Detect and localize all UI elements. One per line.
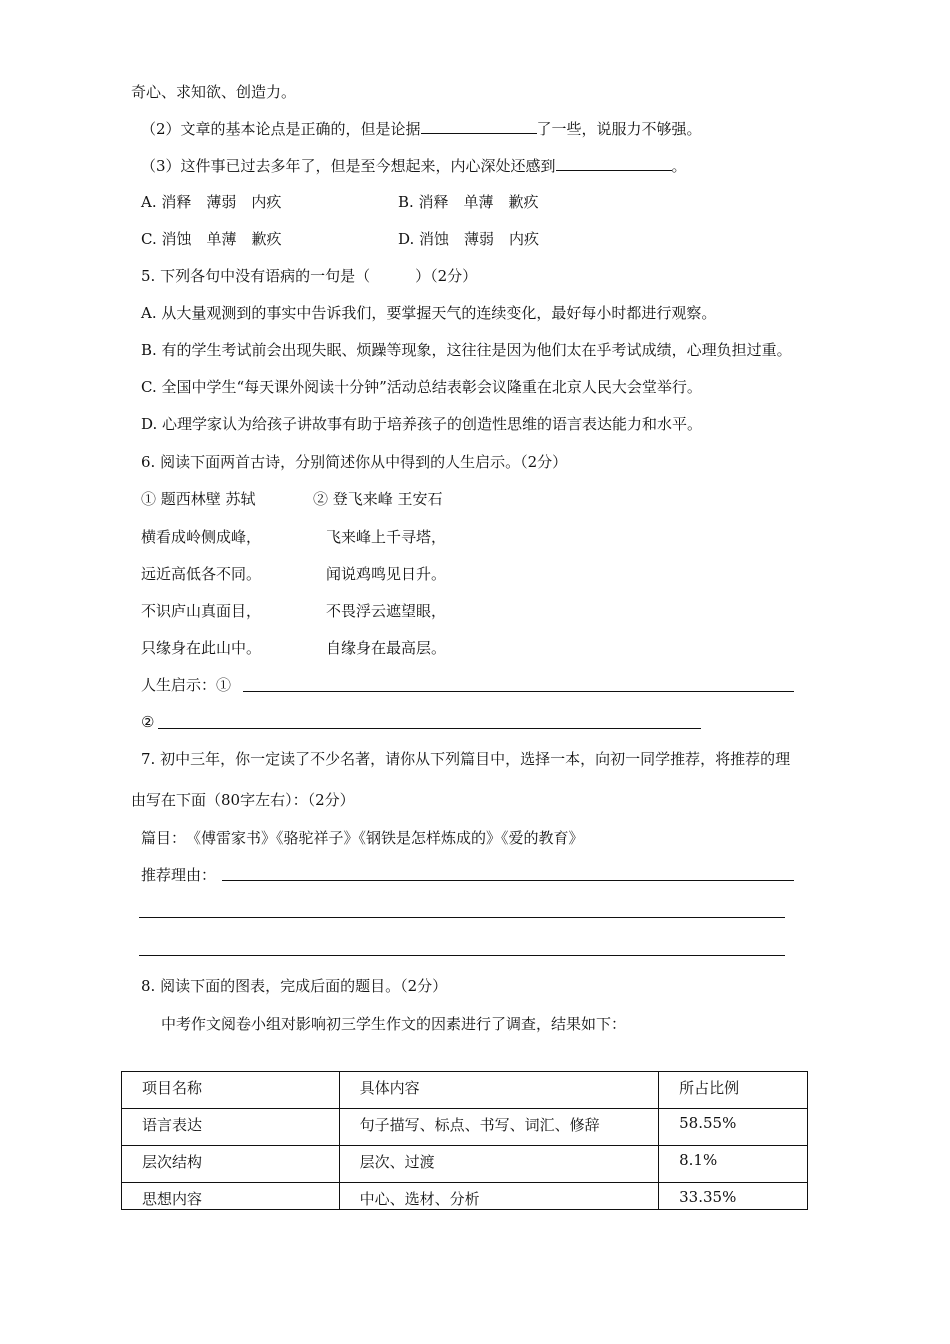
q8-stem: 8. 阅读下面的图表，完成后面的题目。（2分） (141, 977, 448, 995)
table-row (122, 1109, 808, 1146)
q4-item-2-blank[interactable] (421, 118, 537, 134)
q5-stem: 5. 下列各句中没有语病的一句是（ ）（2分） (141, 267, 478, 285)
q7-book-list: 篇目： 《傅雷家书》《骆驼祥子》《钢铁是怎样炼成的》《爱的教育》 (141, 829, 584, 847)
q4-line-top: 奇心、求知欲、创造力。 (131, 83, 297, 101)
q6-poem2-line: 闻说鸡鸣见日升。 (326, 565, 447, 583)
q6-poem2-title: ② 登飞来峰 王安石 (313, 490, 443, 508)
table-cell: 思想内容 (122, 1183, 340, 1210)
q4-option-b[interactable]: B. 消释 单薄 歉疚 (398, 193, 539, 211)
q6-poem2-line: 不畏浮云遮望眼， (326, 602, 447, 620)
q6-answer-label-2: ② (141, 713, 155, 731)
q4-item-2-pre: （2）文章的基本论点是正确的，但是论据 (141, 120, 421, 138)
q5-option-a[interactable]: A. 从大量观测到的事实中告诉我们，要掌握天气的连续变化，最好每小时都进行观察。 (141, 304, 717, 322)
q6-poem1-title: ① 题西林壁 苏轼 (141, 490, 256, 508)
q5-option-c[interactable]: C. 全国中学生“每天课外阅读十分钟”活动总结表彰会议隆重在北京人民大会堂举行。 (141, 378, 702, 396)
table-cell: 层次结构 (122, 1146, 340, 1183)
q6-poem1-line: 远近高低各不同。 (141, 565, 262, 583)
q6-poem2-line: 飞来峰上千寻塔， (326, 528, 447, 546)
table-header-cell: 具体内容 (339, 1072, 658, 1109)
q6-answer-line-2[interactable] (158, 728, 701, 729)
q4-option-d[interactable]: D. 消蚀 薄弱 内疚 (398, 230, 540, 248)
q4-option-c[interactable]: C. 消蚀 单薄 歉疚 (141, 230, 282, 248)
q4-item-2-post: 了一些，说服力不够强。 (536, 120, 702, 138)
table-header-row (122, 1072, 808, 1109)
q7-answer-line-2[interactable] (139, 917, 785, 918)
q6-poem1-line: 横看成岭侧成峰， (141, 528, 262, 546)
q7-reason-label: 推荐理由： (141, 866, 217, 884)
q5-option-b[interactable]: B. 有的学生考试前会出现失眠、烦躁等现象，这往往是因为他们太在乎考试成绩，心理负担过重。 (141, 341, 792, 359)
q7-answer-line-1[interactable] (222, 880, 794, 881)
q4-option-a[interactable]: A. 消释 薄弱 内疚 (141, 193, 282, 211)
q6-answer-line-1[interactable] (243, 691, 794, 692)
q7-stem-line-1: 7. 初中三年，你一定读了不少名著，请你从下列篇目中，选择一本，向初一同学推荐，将推荐的理 (141, 750, 791, 768)
q4-item-3-post: 。 (671, 157, 687, 175)
q6-answer-label-1: 人生启示：① (141, 676, 232, 694)
q4-item-3-pre: （3）这件事已过去多年了，但是至今想起来，内心深处还感到 (141, 157, 556, 175)
q7-answer-line-3[interactable] (139, 955, 785, 956)
table-header-cell: 项目名称 (122, 1072, 340, 1109)
table-cell: 层次、过渡 (339, 1146, 658, 1183)
table-row (122, 1183, 808, 1210)
q6-poem2-line: 自缘身在最高层。 (326, 639, 447, 657)
table-cell: 8.1% (659, 1146, 808, 1183)
survey-table (121, 1071, 808, 1210)
q7-stem-line-2: 由写在下面（80字左右）：（2分） (131, 791, 355, 809)
table-header-cell: 所占比例 (659, 1072, 808, 1109)
q4-item-3 (141, 155, 687, 176)
table-cell: 58.55% (659, 1109, 808, 1146)
table-cell: 中心、选材、分析 (339, 1183, 658, 1210)
table-cell: 33.35% (659, 1183, 808, 1210)
q5-option-d[interactable]: D. 心理学家认为给孩子讲故事有助于培养孩子的创造性思维的语言表达能力和水平。 (141, 415, 703, 433)
q4-item-2 (141, 118, 702, 139)
q6-poem1-line: 只缘身在此山中。 (141, 639, 262, 657)
q6-poem1-line: 不识庐山真面目， (141, 602, 262, 620)
q4-item-3-blank[interactable] (556, 155, 672, 171)
table-cell: 语言表达 (122, 1109, 340, 1146)
q8-intro: 中考作文阅卷小组对影响初三学生作文的因素进行了调查，结果如下： (161, 1015, 627, 1033)
table-cell: 句子描写、标点、书写、词汇、修辞 (339, 1109, 658, 1146)
table-row (122, 1146, 808, 1183)
q6-stem: 6. 阅读下面两首古诗，分别简述你从中得到的人生启示。（2分） (141, 453, 568, 471)
